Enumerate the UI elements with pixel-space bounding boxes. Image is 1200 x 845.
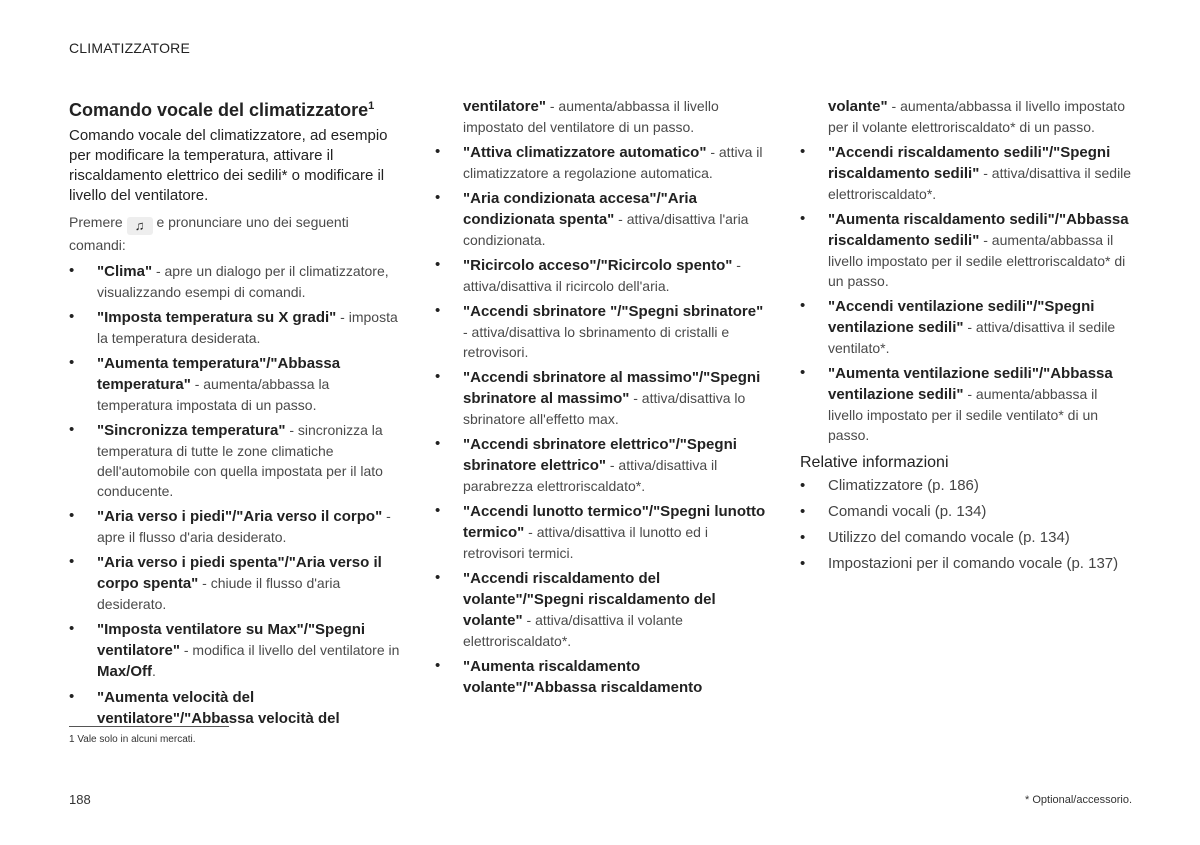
list-item-continued	[435, 96, 767, 137]
command: "Attiva climatizzatore automatico"	[463, 144, 707, 161]
command-list-1	[69, 261, 404, 729]
command: "Imposta temperatura su X gradi"	[97, 309, 337, 326]
list-item	[800, 363, 1132, 445]
related-link[interactable]: • Comandi vocali (p. 134)	[800, 502, 1132, 522]
command: ventilatore"	[463, 98, 546, 115]
command-desc: - attiva/disattiva il volante elettroriscaldato*.	[463, 612, 683, 649]
command-desc: - attiva/disattiva lo sbrinatore all'effetto max.	[463, 390, 746, 427]
command-desc: - imposta la temperatura desiderata.	[97, 309, 398, 346]
command: "Clima"	[97, 263, 153, 280]
title-text: Comando vocale del climatizzatore	[69, 100, 369, 120]
command: "Accendi sbrinatore "/"Spegni sbrinatore"	[463, 303, 764, 320]
page-title	[69, 94, 404, 122]
command-desc: - attiva/disattiva il parabrezza elettroriscaldato*.	[463, 457, 718, 494]
list-item	[435, 434, 767, 496]
command: "Aria verso i piedi"/"Aria verso il corpo"	[97, 508, 383, 525]
press-post: e pronunciare uno dei seguenti comandi:	[69, 214, 349, 253]
column-3	[800, 96, 1132, 580]
command: "Aria verso i piedi spenta"/"Aria verso il corpo spenta"	[97, 554, 382, 592]
list-item	[435, 501, 767, 563]
command-desc: - attiva/disattiva il sedile elettroriscaldato*.	[828, 165, 1132, 202]
list-item	[435, 255, 767, 296]
command-desc: - aumenta/abbassa il livello impostato per il sedile elettroriscaldato* di un passo.	[828, 232, 1126, 289]
command-desc: - attiva/disattiva il sedile ventilato*.	[828, 319, 1116, 356]
command-desc: - attiva il climatizzatore a regolazione automatica.	[463, 144, 763, 181]
section-header: CLIMATIZZATORE	[69, 40, 191, 56]
column-1	[69, 94, 404, 734]
command: "Accendi ventilazione sedili"/"Spegni ventilazione sedili"	[828, 298, 1095, 336]
list-item	[435, 568, 767, 651]
voice-command-icon: ♫	[127, 217, 153, 235]
command: "Accendi riscaldamento sedili"/"Spegni riscaldamento sedili"	[828, 144, 1111, 182]
command-desc: - aumenta/abbassa il livello impostato per il sedile ventilato* di un passo.	[828, 386, 1099, 443]
command-list-3	[800, 96, 1132, 445]
related-link[interactable]: • Impostazioni per il comando vocale (p. 137)	[800, 554, 1132, 574]
footnote: 1 Vale solo in alcuni mercati.	[69, 734, 196, 745]
list-item	[435, 656, 767, 698]
command: "Aria condizionata accesa"/"Aria condizionata spenta"	[463, 190, 697, 228]
related-title: Relative informazioni	[800, 454, 949, 471]
command: "Aumenta ventilazione sedili"/"Abbassa ventilazione sedili"	[828, 365, 1113, 403]
command: "Imposta ventilatore su Max"/"Spegni ventilatore"	[97, 621, 366, 659]
press-pre: Premere	[69, 214, 123, 230]
list-item	[69, 552, 404, 614]
footnote-divider	[69, 726, 229, 727]
list-item	[435, 188, 767, 250]
command: "Accendi sbrinatore al massimo"/"Spegni sbrinatore al massimo"	[463, 369, 761, 407]
command-tail: .	[152, 663, 156, 679]
command: "Aumenta riscaldamento sedili"/"Abbassa riscaldamento sedili"	[828, 211, 1129, 249]
command: "Accendi sbrinatore elettrico"/"Spegni sbrinatore elettrico"	[463, 436, 737, 474]
list-item	[800, 296, 1132, 358]
command-desc: - attiva/disattiva l'aria condizionata.	[463, 211, 749, 248]
list-item	[800, 142, 1132, 204]
list-item	[69, 353, 404, 415]
command: "Aumenta temperatura"/"Abbassa temperatura"	[97, 355, 341, 393]
command-desc: - apre un dialogo per il climatizzatore, visualizzando esempi di comandi.	[97, 263, 389, 300]
command-desc: - chiude il flusso d'aria desiderato.	[97, 575, 341, 612]
command-desc: - attiva/disattiva il lunotto ed i retrovisori termici.	[463, 524, 708, 561]
command-desc: - attiva/disattiva il ricircolo dell'aria.	[463, 257, 741, 294]
command: "Ricircolo acceso"/"Ricircolo spento"	[463, 257, 733, 274]
list-item	[69, 420, 404, 501]
list-item-continued	[800, 96, 1132, 137]
list-item	[435, 367, 767, 429]
list-item	[69, 307, 404, 348]
list-item	[800, 209, 1132, 291]
column-2	[435, 96, 767, 703]
command-desc: - aumenta/abbassa la temperatura impostata di un passo.	[97, 376, 330, 413]
press-instruction	[69, 212, 404, 255]
command-desc: - attiva/disattiva lo sbrinamento di cristalli e retrovisori.	[463, 324, 730, 360]
related-link[interactable]: • Utilizzo del comando vocale (p. 134)	[800, 528, 1132, 548]
list-item	[69, 687, 404, 729]
command-value: Max/Off	[97, 663, 153, 680]
footnote-ref: 1	[368, 100, 375, 112]
command: "Aumenta velocità del ventilatore"/"Abbassa velocità del	[97, 689, 340, 727]
command: volante"	[828, 98, 888, 115]
command: "Accendi riscaldamento del volante"/"Spegni riscaldamento del volante"	[463, 570, 716, 629]
command-desc: - aumenta/abbassa il livello impostato per il volante elettroriscaldato* di un passo.	[828, 98, 1125, 135]
list-item	[69, 506, 404, 547]
command-desc: - aumenta/abbassa il livello impostato del ventilatore di un passo.	[463, 98, 719, 135]
list-item	[435, 142, 767, 183]
related-links	[800, 476, 1132, 574]
command-desc: - apre il flusso d'aria desiderato.	[97, 508, 391, 545]
optional-note: * Optional/accessorio.	[1025, 794, 1132, 806]
intro-text: Comando vocale del climatizzatore, ad esempio per modificare la temperatura, attivare il riscaldamento elettrico dei sedili* o modificare il livello del ventilatore.	[69, 127, 388, 204]
list-item	[435, 301, 767, 362]
command-desc: - modifica il livello del ventilatore in	[179, 642, 400, 658]
command-list-2	[435, 96, 767, 698]
list-item	[69, 261, 404, 302]
command: "Aumenta riscaldamento volante"/"Abbassa riscaldamento	[463, 658, 703, 696]
command-desc: - sincronizza la temperatura di tutte le zone climatiche dell'automobile con quella impostata per il lato conducente.	[97, 422, 383, 499]
page-number: 188	[69, 792, 91, 807]
list-item	[69, 619, 404, 682]
command: "Accendi lunotto termico"/"Spegni lunotto termico"	[463, 503, 766, 541]
related-link[interactable]: • Climatizzatore (p. 186)	[800, 476, 1132, 496]
command: "Sincronizza temperatura"	[97, 422, 286, 439]
